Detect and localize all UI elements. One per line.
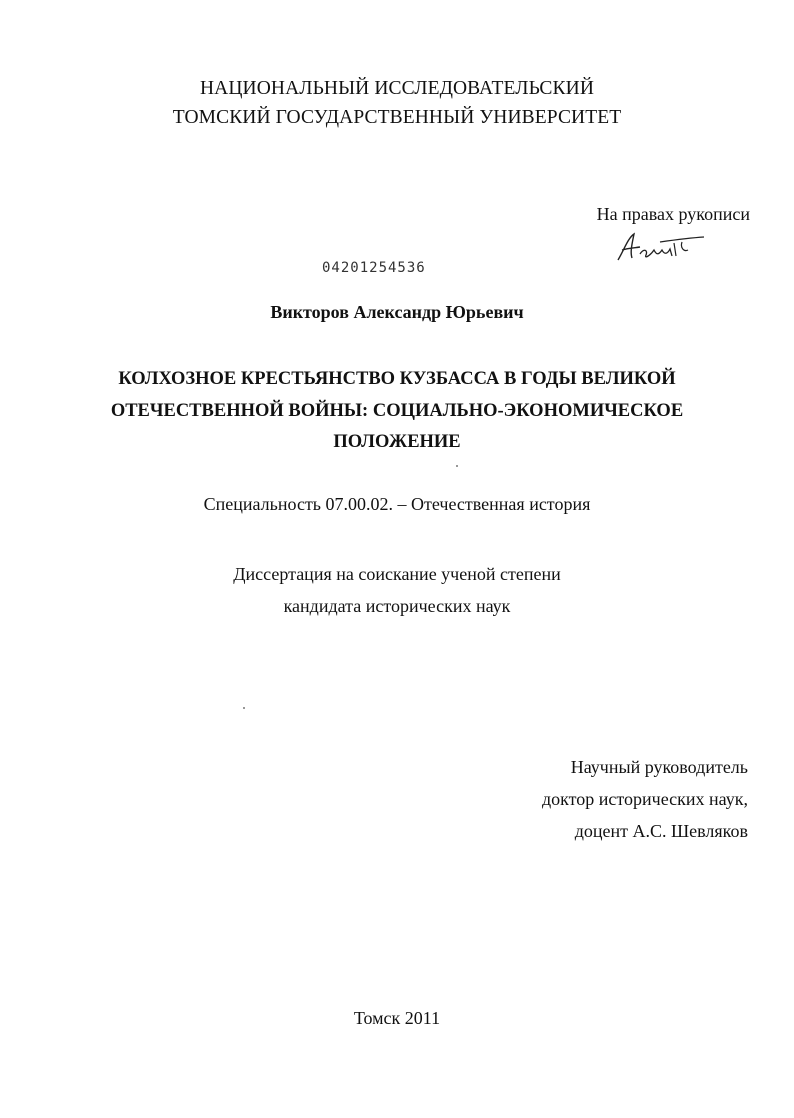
manuscript-rights-note: На правах рукописи (596, 204, 750, 224)
supervisor-line-1: Научный руководитель (570, 757, 748, 777)
author-name: Викторов Александр Юрьевич (270, 302, 524, 322)
library-code: 04201254536 (322, 260, 426, 276)
degree-line-2: кандидата исторических наук (283, 596, 511, 616)
signature-icon (614, 230, 706, 264)
dissertation-title (0, 364, 794, 459)
dissertation-degree (0, 558, 794, 622)
university-name-line-2: ТОМСКИЙ ГОСУДАРСТВЕННЫЙ УНИВЕРСИТЕТ (172, 107, 622, 128)
university-name-line-1: НАЦИОНАЛЬНЫЙ ИССЛЕДОВАТЕЛЬСКИЙ (200, 78, 594, 99)
specialty-line: Специальность 07.00.02. – Отечественная история (203, 494, 591, 514)
degree-line-1: Диссертация на соискание ученой степени (233, 564, 561, 584)
title-line-2: ОТЕЧЕСТВЕННОЙ ВОЙНЫ: СОЦИАЛЬНО-ЭКОНОМИЧЕСКОЕ (110, 400, 684, 421)
city-year: Томск 2011 (353, 1008, 441, 1028)
title-line-3: ПОЛОЖЕНИЕ (333, 432, 461, 452)
supervisor-line-3: доцент А.С. Шевляков (574, 821, 748, 841)
supervisor-block (542, 751, 748, 847)
university-name (0, 74, 794, 132)
scan-speck (243, 707, 245, 709)
supervisor-line-2: доктор исторических наук, (542, 789, 748, 809)
scan-speck (456, 465, 458, 467)
title-line-1: КОЛХОЗНОЕ КРЕСТЬЯНСТВО КУЗБАССА В ГОДЫ ВЕЛИКОЙ (118, 369, 676, 389)
